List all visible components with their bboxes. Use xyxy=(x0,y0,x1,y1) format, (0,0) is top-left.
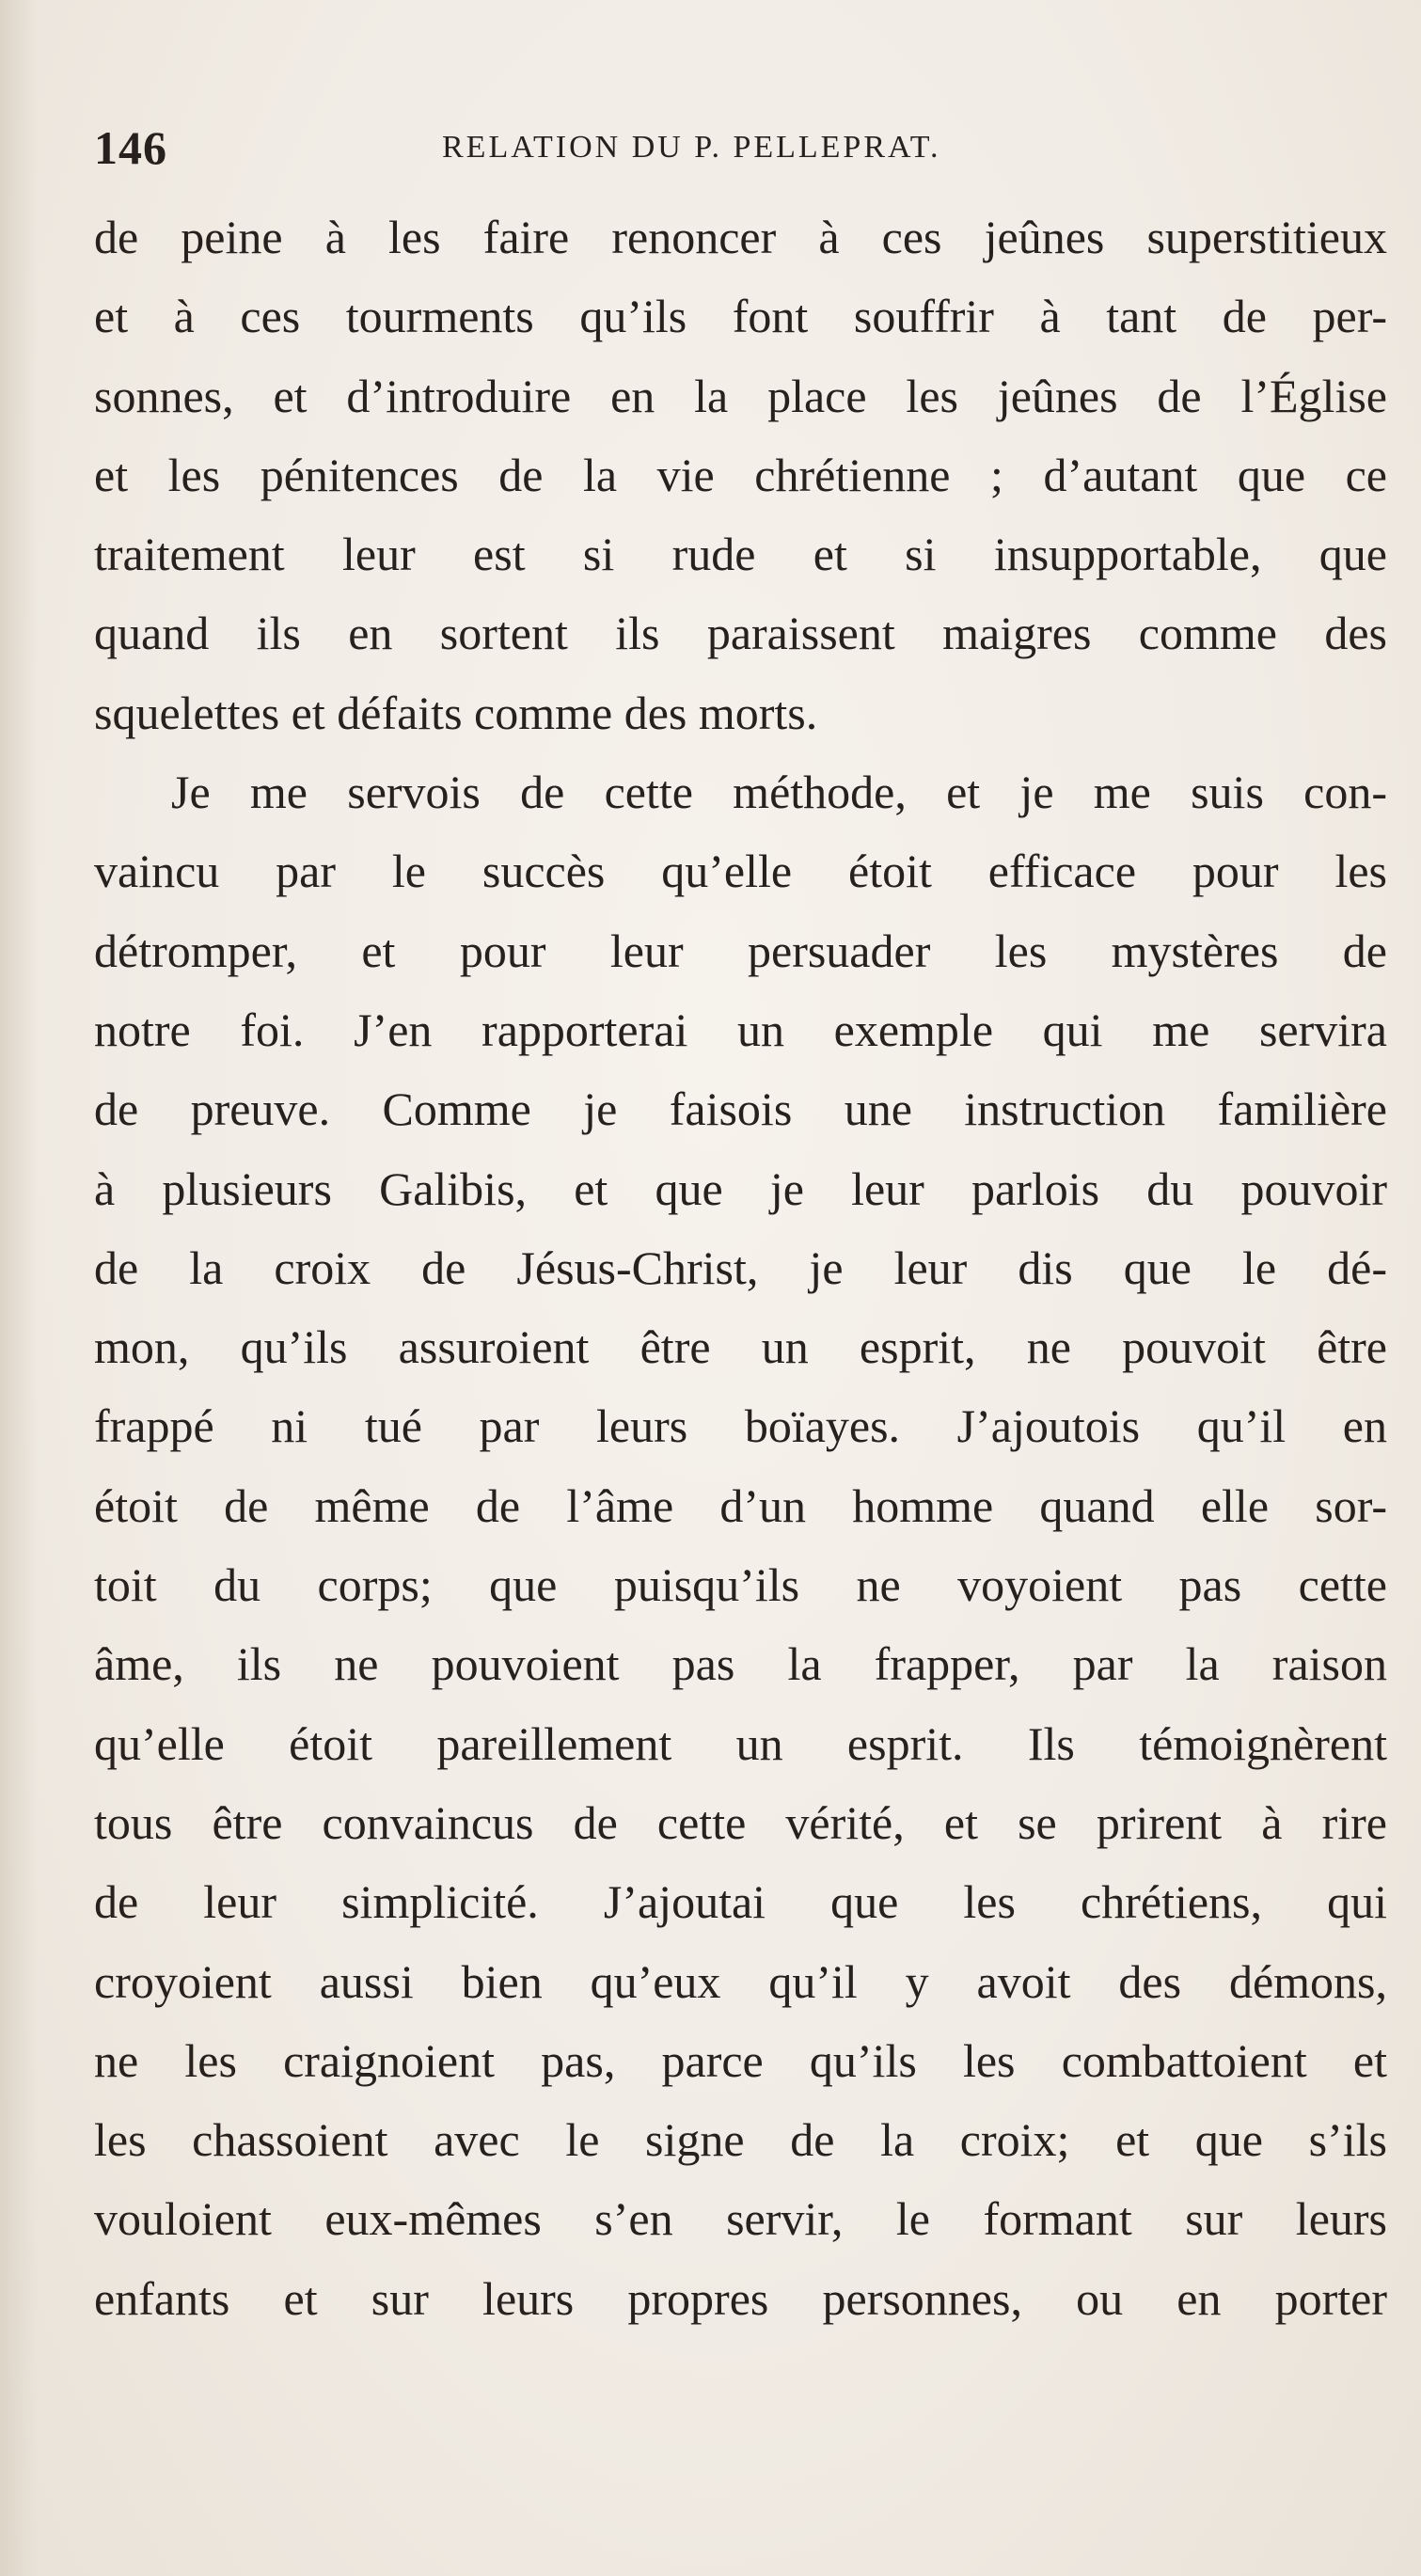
text-line: à plusieurs Galibis, et que je leur parlois du pouvoir xyxy=(94,1162,1387,1215)
text-line: quand ils en sortent ils paraissent maigres comme des xyxy=(94,607,1387,660)
page-number: 146 xyxy=(94,121,167,174)
page-edge-shadow xyxy=(0,0,38,2576)
text-line: croyoient aussi bien qu’eux qu’il y avoit des démons, xyxy=(94,1954,1387,2008)
text-line: détromper, et pour leur persuader les mystères de xyxy=(94,924,1387,977)
text-line: tous être convaincus de cette vérité, et se prirent à rire xyxy=(94,1795,1387,1849)
text-line: sonnes, et d’introduire en la place les jeûnes de l’Église xyxy=(94,369,1387,422)
text-line: enfants et sur leurs propres personnes, ou en porter xyxy=(94,2271,1387,2325)
text-line: squelettes et défaits comme des morts. xyxy=(94,686,818,739)
body-text xyxy=(94,198,1387,2338)
text-line: Je me servois de cette méthode, et je me suis con- xyxy=(171,766,1387,819)
text-line: notre foi. J’en rapporterai un exemple qui me servira xyxy=(94,1003,1387,1056)
text-line: de leur simplicité. J’ajoutai que les chrétiens, qui xyxy=(94,1875,1387,1929)
text-line: de peine à les faire renoncer à ces jeûnes superstitieux xyxy=(94,211,1387,263)
text-line: mon, qu’ils assuroient être un esprit, ne pouvoit être xyxy=(94,1320,1387,1374)
text-line: ne les craignoient pas, parce qu’ils les combattoient et xyxy=(94,2033,1387,2087)
text-line: étoit de même de l’âme d’un homme quand elle sor- xyxy=(94,1478,1387,1532)
running-head: RELATION DU P. PELLEPRAT. xyxy=(442,130,941,165)
text-line: toit du corps; que puisqu’ils ne voyoient pas cette xyxy=(94,1558,1387,1612)
text-line: vaincu par le succès qu’elle étoit efficace pour les xyxy=(94,845,1387,898)
text-line: de preuve. Comme je faisois une instruction familière xyxy=(94,1083,1387,1136)
text-line: et à ces tourments qu’ils font souffrir à tant de per- xyxy=(94,290,1387,343)
page-header xyxy=(94,120,1387,177)
text-line: de la croix de Jésus-Christ, je leur dis que le dé- xyxy=(94,1241,1387,1294)
text-line: âme, ils ne pouvoient pas la frapper, par la raison xyxy=(94,1637,1387,1691)
text-line: traitement leur est si rude et si insupportable, que xyxy=(94,528,1387,581)
text-line: les chassoient avec le signe de la croix; et que s’ils xyxy=(94,2113,1387,2167)
text-line: vouloient eux-mêmes s’en servir, le formant sur leurs xyxy=(94,2192,1387,2246)
text-line: qu’elle étoit pareillement un esprit. Ils témoignèrent xyxy=(94,1716,1387,1770)
text-line: frappé ni tué par leurs boïayes. J’ajoutois qu’il en xyxy=(94,1399,1387,1453)
text-line: et les pénitences de la vie chrétienne ; d’autant que ce xyxy=(94,448,1387,501)
